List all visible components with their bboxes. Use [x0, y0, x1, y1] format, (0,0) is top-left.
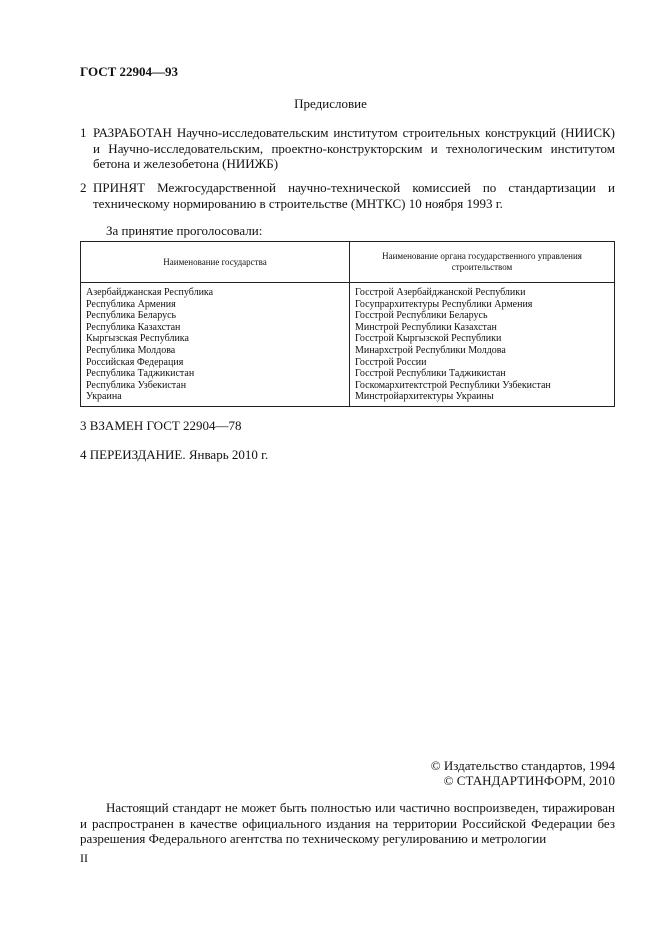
body-name: Минстрой Республики Казахстан [355, 321, 497, 333]
item-number: 1 [80, 125, 87, 140]
states-cell [81, 283, 350, 407]
voted-label: За принятие проголосовали: [106, 223, 263, 238]
state-name: Республика Таджикистан [86, 368, 195, 380]
item-developed [80, 125, 615, 173]
voting-table [80, 241, 615, 407]
legal-notice: Настоящий стандарт не может быть полностью или частично воспроизведен, тиражирован и распространен в качестве официального издания на территории Российской Федерации без разрешения Федерального агентства по техническому регулированию и метрологии [80, 800, 615, 846]
body-name: Госстрой Кыргызской Республики [355, 333, 502, 345]
state-name: Республика Беларусь [86, 310, 177, 322]
state-name: Республика Казахстан [86, 321, 181, 333]
item-number: 2 [80, 180, 87, 195]
body-name: Госстрой Азербайджанской Республики [355, 287, 526, 298]
body-name: Госкомархитектстрой Республики Узбекистан [355, 379, 551, 391]
body-name: Госстрой Республики Беларусь [355, 310, 488, 322]
item-text: ПРИНЯТ Межгосударственной научно-технической комиссией по стандартизации и техническому нормированию в строительстве (МНТКС) 10 ноября 1993 г. [93, 180, 615, 211]
state-name: Республика Армения [86, 298, 176, 310]
page-number: II [80, 851, 88, 865]
body-name: Минстройархитектуры Украины [355, 391, 494, 403]
body-name: Госстрой Республики Таджикистан [355, 368, 506, 380]
copyright-line: © СТАНДАРТИНФОРМ, 2010 [443, 773, 615, 788]
column-header-body: Наименование органа государственного управления строительством [350, 242, 615, 283]
bodies-cell [350, 283, 615, 407]
state-name: Азербайджанская Республика [86, 287, 214, 298]
state-name: Украина [86, 391, 122, 403]
item-adopted [80, 180, 615, 214]
item-reissue: 4 ПЕРЕИЗДАНИЕ. Январь 2010 г. [80, 447, 269, 462]
state-name: Республика Узбекистан [86, 379, 187, 391]
state-name: Российская Федерация [86, 356, 184, 368]
copyright-block [431, 758, 615, 788]
copyright-line: © Издательство стандартов, 1994 [430, 758, 615, 773]
body-name: Госупрархитектуры Республики Армения [355, 298, 533, 310]
page-title: Предисловие [294, 96, 367, 111]
standard-header: ГОСТ 22904—93 [80, 64, 179, 79]
table-row [81, 283, 615, 407]
item-replaces: 3 ВЗАМЕН ГОСТ 22904—78 [80, 418, 242, 433]
table-header-row [81, 242, 615, 283]
body-name: Госстрой России [355, 356, 427, 368]
column-header-state: Наименование государства [81, 242, 350, 283]
body-name: Минархстрой Республики Молдова [355, 344, 506, 356]
item-text: РАЗРАБОТАН Научно-исследовательским институтом строительных конструкций (НИИСК) и Научно-исследовательским, проектно-конструкторским и технологическим институтом бетона и железобетона (НИИЖБ) [93, 125, 615, 171]
state-name: Республика Молдова [86, 344, 176, 356]
state-name: Кыргызская Республика [86, 333, 189, 345]
